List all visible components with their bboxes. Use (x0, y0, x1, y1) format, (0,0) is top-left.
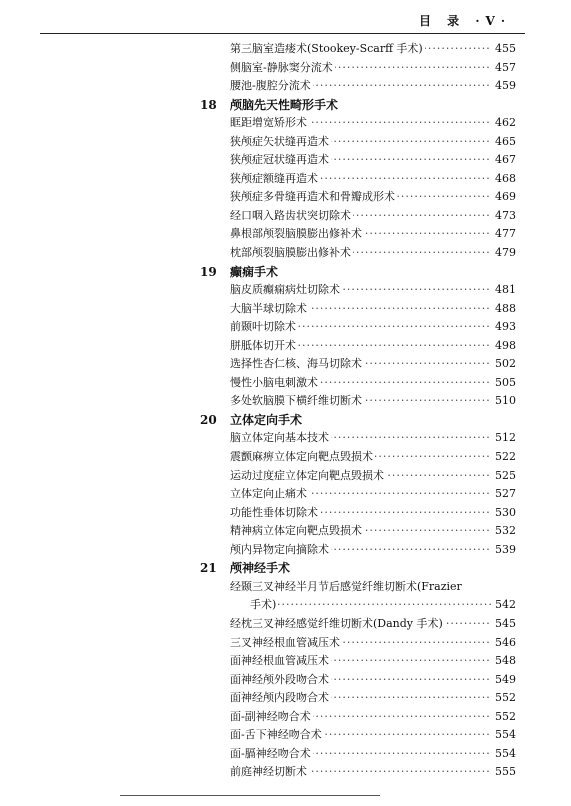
toc-entry (0, 485, 571, 504)
toc-entry-title: 脑皮质癫痫病灶切除术 (230, 283, 340, 297)
toc-entry (0, 578, 571, 597)
toc-entry-title: 大脑半球切除术 (230, 301, 307, 315)
toc-entry-title: 选择性杏仁核、海马切除术 (230, 357, 362, 371)
toc-entry-page: 555 (491, 763, 515, 782)
toc-entry-page: 554 (491, 745, 515, 764)
toc-entry-page: 545 (491, 615, 515, 634)
toc-entry (0, 337, 571, 356)
toc-entry (0, 448, 571, 467)
toc-entry (0, 151, 571, 170)
toc-entry (0, 133, 571, 152)
toc-entry-page: 546 (491, 634, 515, 653)
toc-entry-title: 震颤麻痹立体定向靶点毁损术 (230, 450, 373, 464)
toc-entry-page: 525 (491, 467, 515, 486)
toc-entry-page: 502 (491, 355, 515, 374)
toc-entry (0, 374, 571, 393)
toc-entry-title: 枕部颅裂脑膜膨出修补术 (230, 246, 351, 260)
toc-entry-page: 488 (491, 300, 515, 319)
toc-entry-page: 465 (491, 133, 515, 152)
toc-entry-page: 498 (491, 337, 515, 356)
toc-entry-title: 面-舌下神经吻合术 (230, 728, 322, 742)
toc-entry-title: 功能性垂体切除术 (230, 505, 318, 519)
chapter-heading (0, 559, 571, 578)
toc-entry (0, 652, 571, 671)
toc-entry (0, 522, 571, 541)
chapter-number: 21 (200, 561, 217, 576)
toc-entry (0, 300, 571, 319)
toc-entry-page: 554 (491, 726, 515, 745)
toc-entry-title: 手术) (250, 598, 277, 612)
leader-dots (250, 596, 496, 615)
toc-entry (0, 114, 571, 133)
toc-entry-title: 面神经颅外段吻合术 (230, 672, 329, 686)
toc-entry (0, 244, 571, 263)
toc-entry-title: 前庭神经切断术 (230, 765, 307, 779)
toc-entry (0, 170, 571, 189)
footer-rule (120, 795, 380, 796)
toc-entry-title: 侧脑室-静脉窦分流术 (230, 60, 333, 74)
toc-entry-page: 552 (491, 689, 515, 708)
toc-entry (0, 429, 571, 448)
toc-entry-title: 狭颅症冠状缝再造术 (230, 153, 329, 167)
chapter-number: 20 (200, 412, 217, 427)
toc-entry-title: 经颞三叉神经半月节后感觉纤维切断术(Frazier (230, 579, 462, 593)
toc-entry-page: 527 (491, 485, 515, 504)
toc-entry-title: 慢性小脑电刺激术 (230, 375, 318, 389)
toc-entry-title: 多处软脑膜下横纤维切断术 (230, 394, 362, 408)
toc-entry-title: 狭颅症矢状缝再造术 (230, 134, 329, 148)
toc-entry (0, 541, 571, 560)
toc-entry-title: 立体定向止痛术 (230, 487, 307, 501)
toc-entry-title: 眶距增宽矫形术 (230, 116, 307, 130)
toc-entry-title: 鼻根部颅裂脑膜膨出修补术 (230, 227, 362, 241)
toc-entry-title: 经口咽入路齿状突切除术 (230, 208, 351, 222)
toc-entry-page: 457 (491, 59, 515, 78)
toc-entry-page: 548 (491, 652, 515, 671)
toc-entry (0, 596, 571, 615)
toc-entry (0, 77, 571, 96)
toc-entry-title: 腰池-腹腔分流术 (230, 79, 311, 93)
page-header (0, 0, 571, 34)
toc-entry-title: 面-膈神经吻合术 (230, 746, 311, 760)
toc-entry-title: 颅内异物定向摘除术 (230, 542, 329, 556)
toc-entry (0, 745, 571, 764)
toc-entry-page: 530 (491, 504, 515, 523)
toc-entry-title: 面神经根血管减压术 (230, 654, 329, 668)
toc-entry-title: 胼胝体切开术 (230, 338, 296, 352)
chapter-heading (0, 263, 571, 282)
toc-entry-title: 狭颅症额缝再造术 (230, 171, 318, 185)
toc-entry-page: 549 (491, 671, 515, 690)
toc-entry-page: 522 (491, 448, 515, 467)
toc-entry (0, 763, 571, 782)
toc-entry (0, 726, 571, 745)
table-of-contents (0, 40, 571, 782)
toc-entry-page: 539 (491, 541, 515, 560)
toc-entry-title: 经枕三叉神经感觉纤维切断术(Dandy 手术) (230, 616, 443, 630)
toc-entry-page: 505 (491, 374, 515, 393)
chapter-number: 18 (200, 97, 217, 112)
toc-entry-title: 脑立体定向基本技术 (230, 431, 329, 445)
toc-entry (0, 615, 571, 634)
toc-entry-title: 前颞叶切除术 (230, 320, 296, 334)
toc-entry-page: 510 (491, 392, 515, 411)
toc-entry-page: 552 (491, 708, 515, 727)
toc-entry-page: 493 (491, 318, 515, 337)
chapter-number: 19 (200, 264, 217, 279)
chapter-heading (0, 411, 571, 430)
toc-entry-page: 469 (491, 188, 515, 207)
toc-entry (0, 689, 571, 708)
toc-entry-page: 479 (491, 244, 515, 263)
toc-entry-page: 532 (491, 522, 515, 541)
toc-entry (0, 40, 571, 59)
toc-entry-page: 455 (491, 40, 515, 59)
toc-entry-title: 精神病立体定向靶点毁损术 (230, 524, 362, 538)
toc-entry (0, 207, 571, 226)
toc-entry-page: 481 (491, 281, 515, 300)
header-rule (40, 33, 525, 34)
toc-entry-page: 462 (491, 114, 515, 133)
toc-entry-page: 473 (491, 207, 515, 226)
toc-entry (0, 355, 571, 374)
chapter-title: 颅神经手术 (230, 561, 291, 576)
toc-entry-page: 512 (491, 429, 515, 448)
toc-entry-page: 459 (491, 77, 515, 96)
toc-entry (0, 318, 571, 337)
toc-entry-title: 三叉神经根血管减压术 (230, 635, 340, 649)
toc-entry-title: 运动过度症立体定向靶点毁损术 (230, 468, 384, 482)
header-title: 目 录 ·V· (418, 14, 511, 28)
toc-entry (0, 671, 571, 690)
chapter-title: 癫痫手术 (230, 264, 279, 279)
toc-entry (0, 392, 571, 411)
toc-entry (0, 467, 571, 486)
toc-entry (0, 188, 571, 207)
toc-entry-page: 542 (491, 596, 515, 615)
toc-entry-title: 面神经颅内段吻合术 (230, 691, 329, 705)
toc-entry (0, 708, 571, 727)
toc-entry-title: 面-副神经吻合术 (230, 709, 311, 723)
chapter-title: 颅脑先天性畸形手术 (230, 97, 339, 112)
chapter-title: 立体定向手术 (230, 412, 303, 427)
toc-entry (0, 634, 571, 653)
toc-entry-page: 467 (491, 151, 515, 170)
toc-entry-title: 第三脑室造瘘术(Stookey-Scarff 手术) (230, 42, 423, 55)
toc-entry (0, 504, 571, 523)
toc-entry (0, 281, 571, 300)
toc-entry-page: 477 (491, 225, 515, 244)
toc-entry (0, 225, 571, 244)
toc-entry (0, 59, 571, 78)
toc-entry-page: 468 (491, 170, 515, 189)
toc-entry-title: 狭颅症多骨缝再造术和骨瓣成形术 (230, 190, 395, 204)
chapter-heading (0, 96, 571, 115)
